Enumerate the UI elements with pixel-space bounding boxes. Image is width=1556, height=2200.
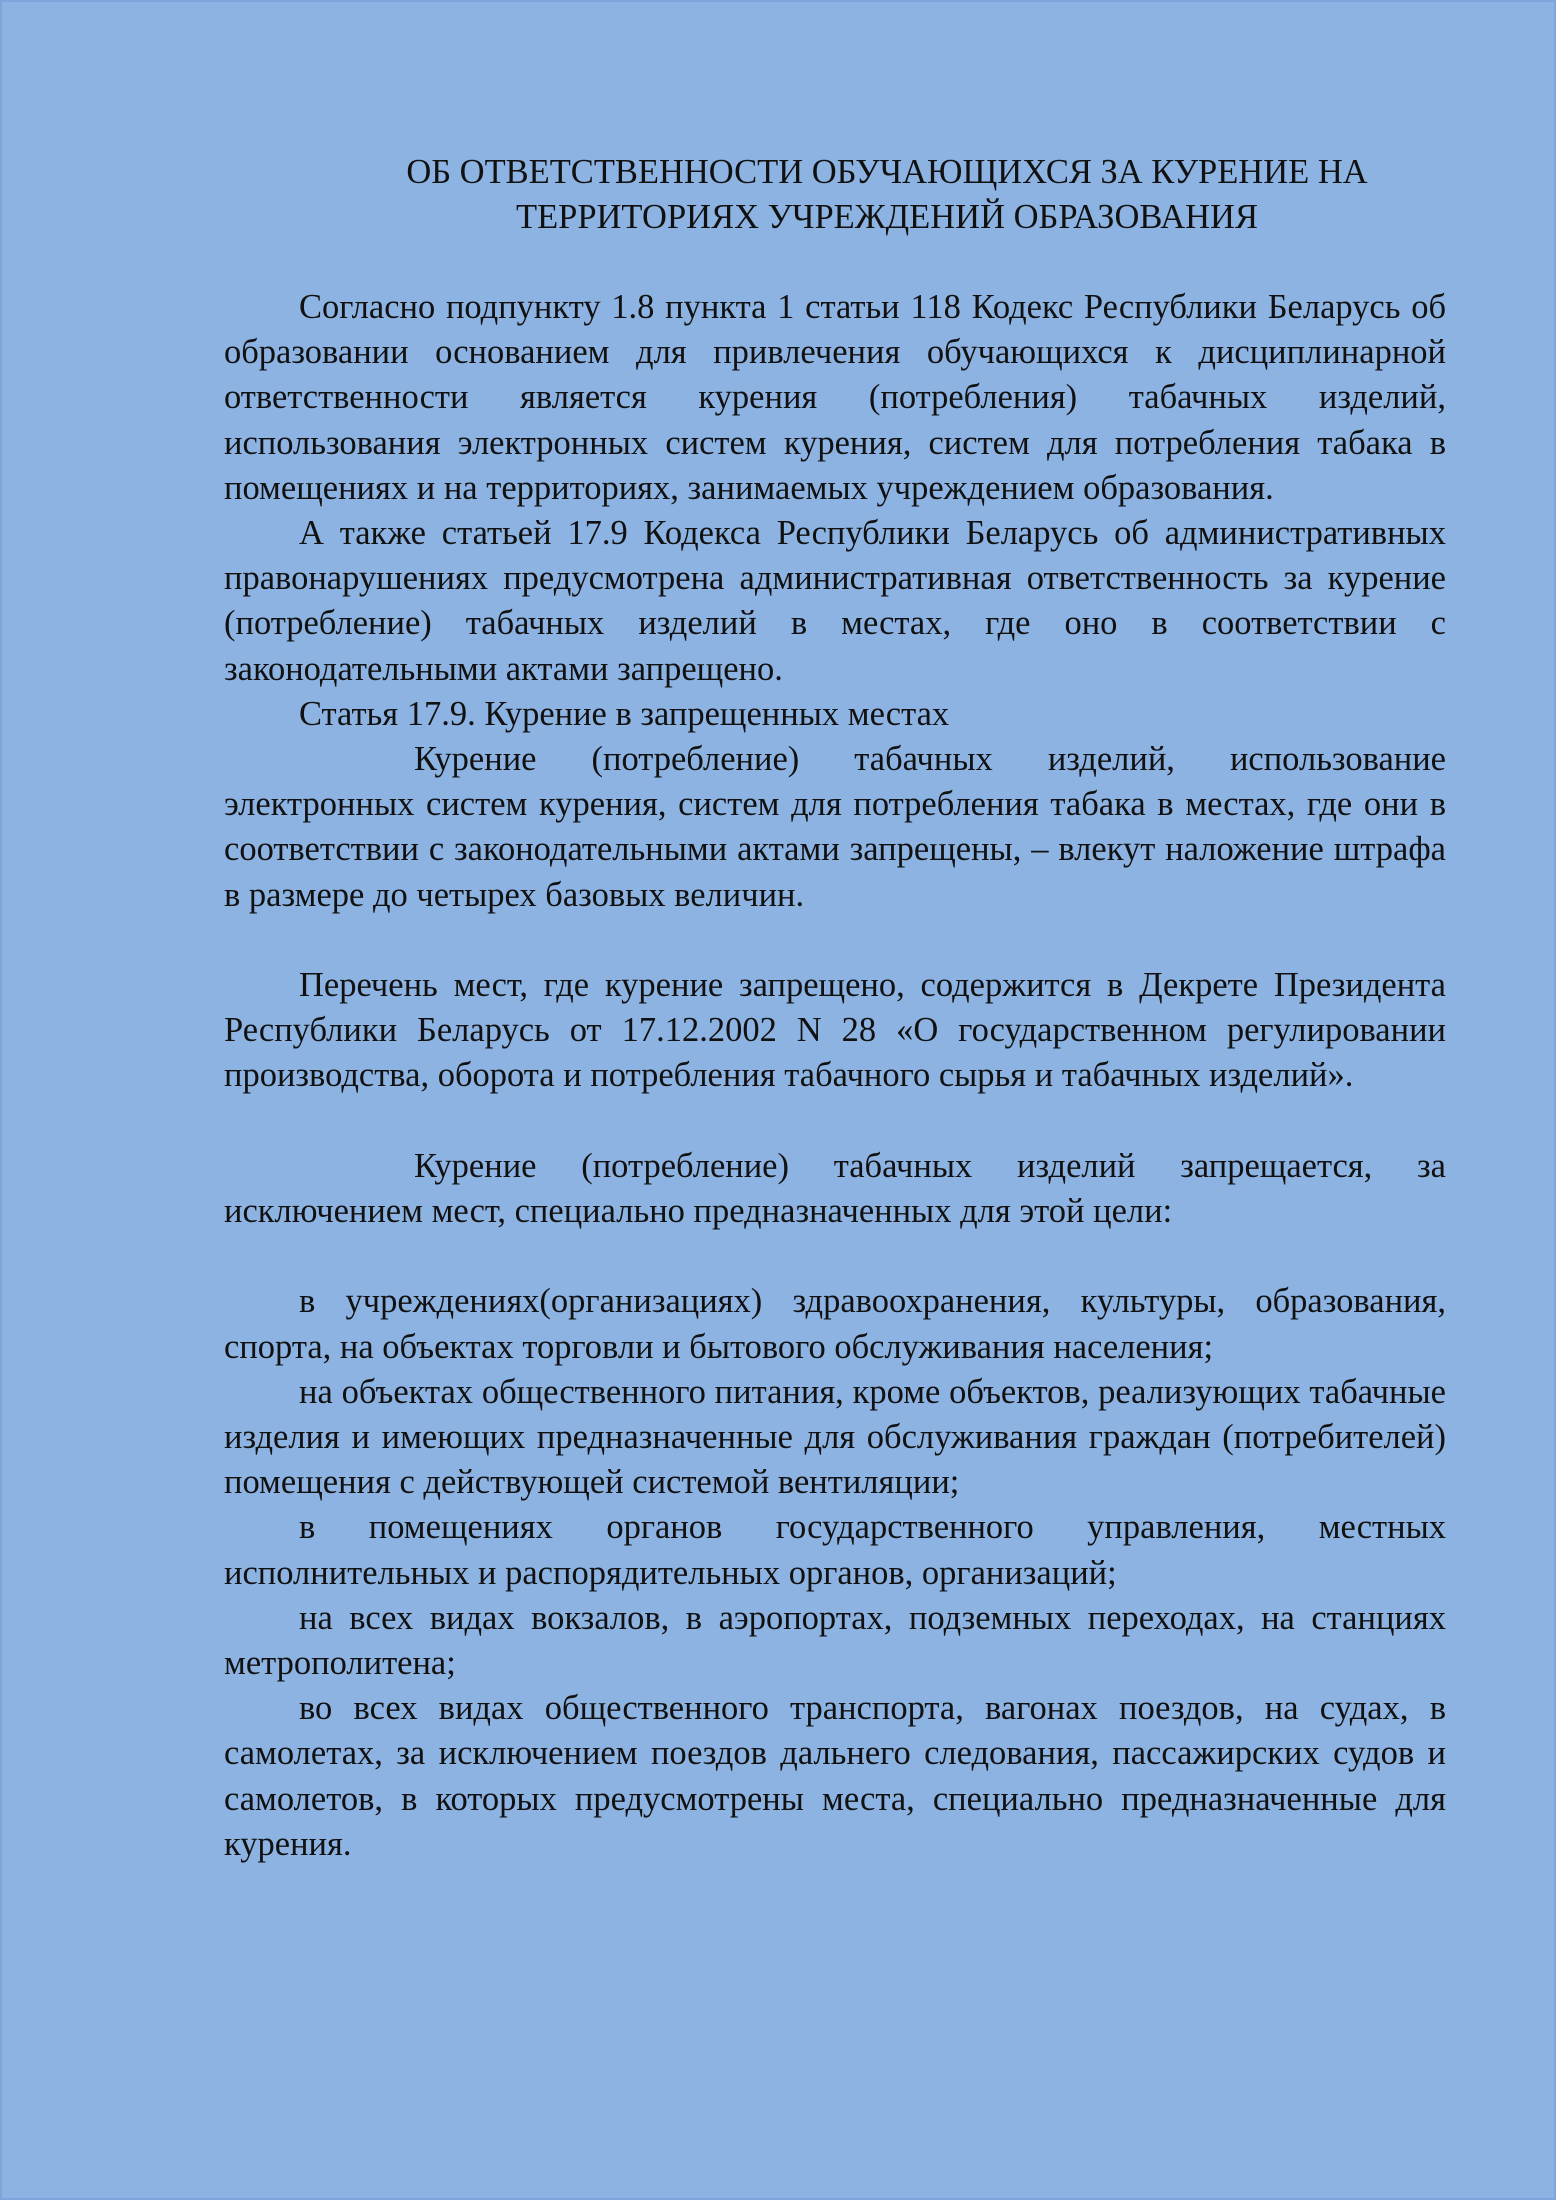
paragraph-decree: Перечень мест, где курение запрещено, содержится в Декрете Президента Республики Беларусь от 17.12.2002 N 28 «О государственном регулировании производства, оборота и потребления табачного сырья и табачных изделий». <box>224 966 1446 1095</box>
list-item-transport: во всех видах общественного транспорта, вагонах поездов, на судах, в самолетах, за исключением поездов дальнего следования, пассажирских судов и самолетов, в которых предусмотрены места, специально предназначенные для курения. <box>224 1689 1446 1863</box>
spacer <box>224 1099 1446 1144</box>
spacer <box>224 918 1446 963</box>
spacer <box>224 1234 1446 1279</box>
title-line-2: ТЕРРИТОРИЯХ УЧРЕЖДЕНИЙ ОБРАЗОВАНИЯ <box>516 198 1258 236</box>
paragraph-administrative: А также статьей 17.9 Кодекса Республики Беларусь об административных правонарушениях предусмотрена административная ответственность за курение (потребление) табачных изделий в местах, где оно в соответствии с законодательными актами запрещено. <box>224 514 1446 688</box>
list-item-government: в помещениях органов государственного управления, местных исполнительных и распорядительных органов, организаций; <box>224 1508 1446 1592</box>
paragraph-article-text: Курение (потребление) табачных изделий, использование электронных систем курения, систем для потребления табака в местах, где они в соответствии с законодательными актами запрещены, – влекут наложение штрафа в размере до четырех базовых величин. <box>224 740 1446 914</box>
list-item-stations: на всех видах вокзалов, в аэропортах, подземных переходах, на станциях метрополитена; <box>224 1598 1446 1683</box>
document-content <box>224 2 1446 1867</box>
document-body <box>224 285 1446 1867</box>
list-item-institutions: в учреждениях(организациях) здравоохранения, культуры, образования, спорта, на объектах торговли и бытового обслуживания населения; <box>224 1282 1446 1366</box>
paragraph-disciplinary: Согласно подпункту 1.8 пункта 1 статьи 118 Кодекс Республики Беларусь об образовании основанием для привлечения обучающихся к дисциплинарной ответственности является курения (потребления) табачных изделий, использования электронных систем курения, систем для потребления табака в помещениях и на территориях, занимаемых учреждением образования. <box>224 288 1446 507</box>
paragraph-article-heading: Статья 17.9. Курение в запрещенных местах <box>299 694 950 733</box>
document-title <box>224 2 1446 240</box>
list-item-catering: на объектах общественного питания, кроме объектов, реализующих табачные изделия и имеющих предназначенные для обслуживания граждан (потребителей) помещения с действующей системой вентиляции; <box>224 1372 1446 1502</box>
paragraph-prohibition-intro: Курение (потребление) табачных изделий запрещается, за исключением мест, специально предназначенных для этой цели: <box>224 1146 1446 1231</box>
title-line-1: ОБ ОТВЕТСТВЕННОСТИ ОБУЧАЮЩИХСЯ ЗА КУРЕНИЕ НА <box>406 153 1368 191</box>
